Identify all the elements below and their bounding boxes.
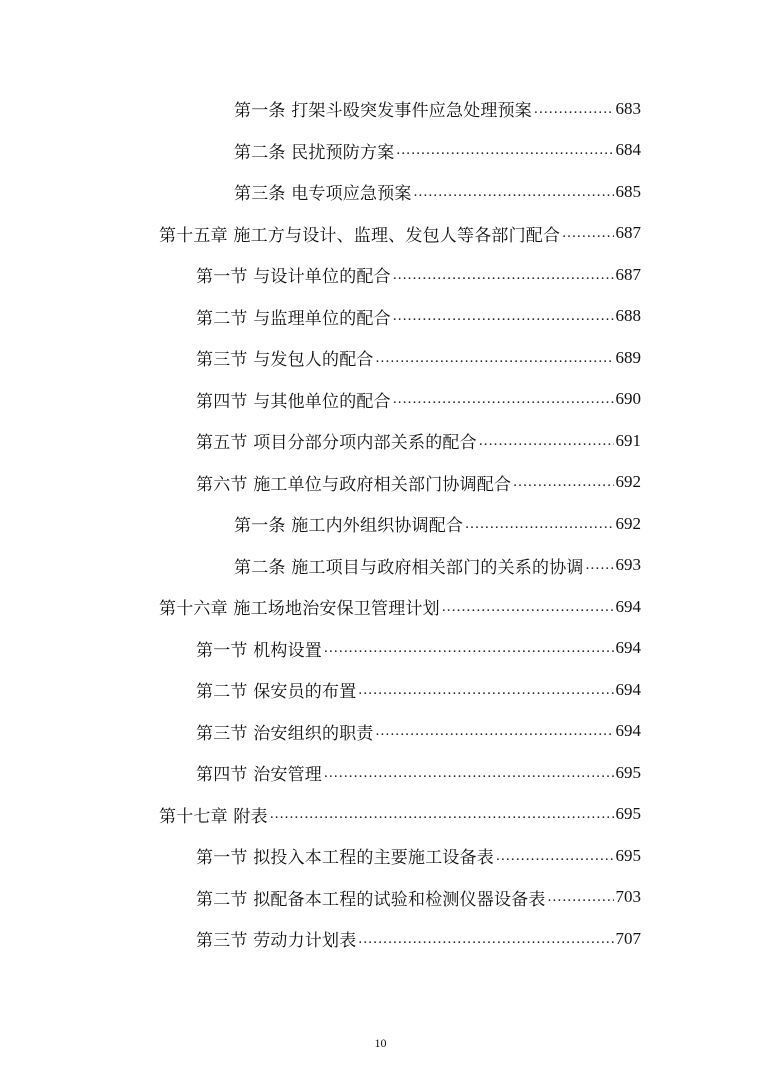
toc-leader-dots	[465, 515, 613, 533]
toc-entry-label: 第二节 拟配备本工程的试验和检测仪器设备表	[196, 889, 546, 910]
toc-entry-page: 687	[615, 223, 641, 243]
toc-entry[interactable]	[0, 379, 641, 421]
toc-entry[interactable]	[0, 462, 641, 504]
toc-leader-dots	[393, 307, 614, 325]
toc-entry-page: 692	[615, 472, 641, 492]
toc-leader-dots	[376, 349, 614, 367]
toc-entry[interactable]	[0, 420, 641, 462]
toc-entry-page: 685	[615, 181, 641, 201]
toc-entry-page: 691	[615, 430, 641, 450]
toc-entry-label: 第一条 施工内外组织协调配合	[234, 516, 464, 537]
toc-entry-label: 第十七章 附表	[159, 806, 268, 827]
toc-leader-dots	[324, 639, 613, 657]
toc-leader-dots	[414, 183, 614, 201]
toc-entry-label: 第十六章 施工场地治安保卫管理计划	[159, 599, 440, 620]
toc-entry[interactable]	[0, 296, 641, 338]
toc-entry-label: 第三节 劳动力计划表	[196, 931, 357, 952]
toc-entry-page: 694	[615, 721, 641, 741]
toc-entry-label: 第一条 打架斗殴突发事件应急处理预案	[234, 101, 533, 122]
toc-leader-dots	[396, 141, 613, 159]
toc-leader-dots	[562, 224, 613, 242]
toc-entry-page: 687	[615, 264, 641, 284]
toc-entry-label: 第五节 项目分部分项内部关系的配合	[196, 433, 477, 454]
page-number: 10	[374, 1036, 387, 1050]
toc-entry-page: 692	[615, 513, 641, 533]
toc-leader-dots	[324, 764, 613, 782]
toc-leader-dots	[358, 681, 613, 699]
toc-entry[interactable]	[0, 877, 641, 919]
toc-leader-dots	[270, 805, 614, 823]
toc-entry[interactable]	[0, 337, 641, 379]
toc-chapter-entry[interactable]	[0, 794, 641, 836]
toc-entry-label: 第二节 与监理单位的配合	[196, 308, 391, 329]
toc-entry-label: 第一节 与设计单位的配合	[196, 267, 391, 288]
toc-entry-label: 第一节 拟投入本工程的主要施工设备表	[196, 848, 495, 869]
toc-entry-label: 第三节 与发包人的配合	[196, 350, 374, 371]
toc-entry[interactable]	[0, 628, 641, 670]
toc-leader-dots	[358, 930, 613, 948]
toc-entry-label: 第二节 保安员的布置	[196, 682, 357, 703]
toc-entry-page: 703	[615, 887, 641, 907]
toc-entry[interactable]	[0, 711, 641, 753]
toc-leader-dots	[586, 556, 614, 574]
toc-entry[interactable]	[0, 254, 641, 296]
toc-entry-label: 第四节 与其他单位的配合	[196, 391, 391, 412]
toc-entry-label: 第四节 治安管理	[196, 765, 323, 786]
toc-entry-page: 695	[615, 762, 641, 782]
toc-entry[interactable]	[0, 918, 641, 960]
toc-leader-dots	[548, 888, 614, 906]
toc-entry-label: 第二条 民扰预防方案	[234, 142, 395, 163]
toc-entry[interactable]	[0, 669, 641, 711]
toc-chapter-entry[interactable]	[0, 586, 641, 628]
toc-entry-label: 第三节 治安组织的职责	[196, 723, 374, 744]
toc-entry-page: 693	[615, 555, 641, 575]
toc-entry-page: 689	[615, 347, 641, 367]
toc-entry[interactable]	[0, 752, 641, 794]
toc-leader-dots	[376, 722, 614, 740]
toc-entry[interactable]	[0, 503, 641, 545]
toc-entry-label: 第二条 施工项目与政府相关部门的关系的协调	[234, 557, 584, 578]
toc-entry-label: 第六节 施工单位与政府相关部门协调配合	[196, 474, 512, 495]
toc-entry[interactable]	[0, 130, 641, 172]
toc-leader-dots	[479, 432, 614, 450]
toc-entry-page: 684	[615, 140, 641, 160]
toc-chapter-entry[interactable]	[0, 213, 641, 255]
toc-leader-dots	[513, 473, 613, 491]
toc-leader-dots	[442, 598, 614, 616]
toc-entry[interactable]	[0, 835, 641, 877]
table-of-contents	[0, 88, 761, 960]
toc-entry-label: 第十五章 施工方与设计、监理、发包人等各部门配合	[159, 225, 561, 246]
toc-entry-page: 695	[615, 804, 641, 824]
toc-leader-dots	[393, 390, 614, 408]
toc-entry-page: 695	[615, 845, 641, 865]
toc-leader-dots	[534, 100, 613, 118]
toc-entry-label: 第三条 电专项应急预案	[234, 184, 412, 205]
toc-entry-page: 694	[615, 679, 641, 699]
toc-leader-dots	[393, 266, 614, 284]
toc-entry-page: 683	[615, 98, 641, 118]
toc-entry-page: 694	[615, 638, 641, 658]
toc-entry-page: 694	[615, 596, 641, 616]
toc-entry[interactable]	[0, 545, 641, 587]
toc-entry[interactable]	[0, 171, 641, 213]
toc-leader-dots	[496, 847, 613, 865]
toc-entry-page: 688	[615, 306, 641, 326]
toc-entry-page: 707	[615, 928, 641, 948]
toc-entry-page: 690	[615, 389, 641, 409]
toc-entry[interactable]	[0, 88, 641, 130]
toc-entry-label: 第一节 机构设置	[196, 640, 323, 661]
